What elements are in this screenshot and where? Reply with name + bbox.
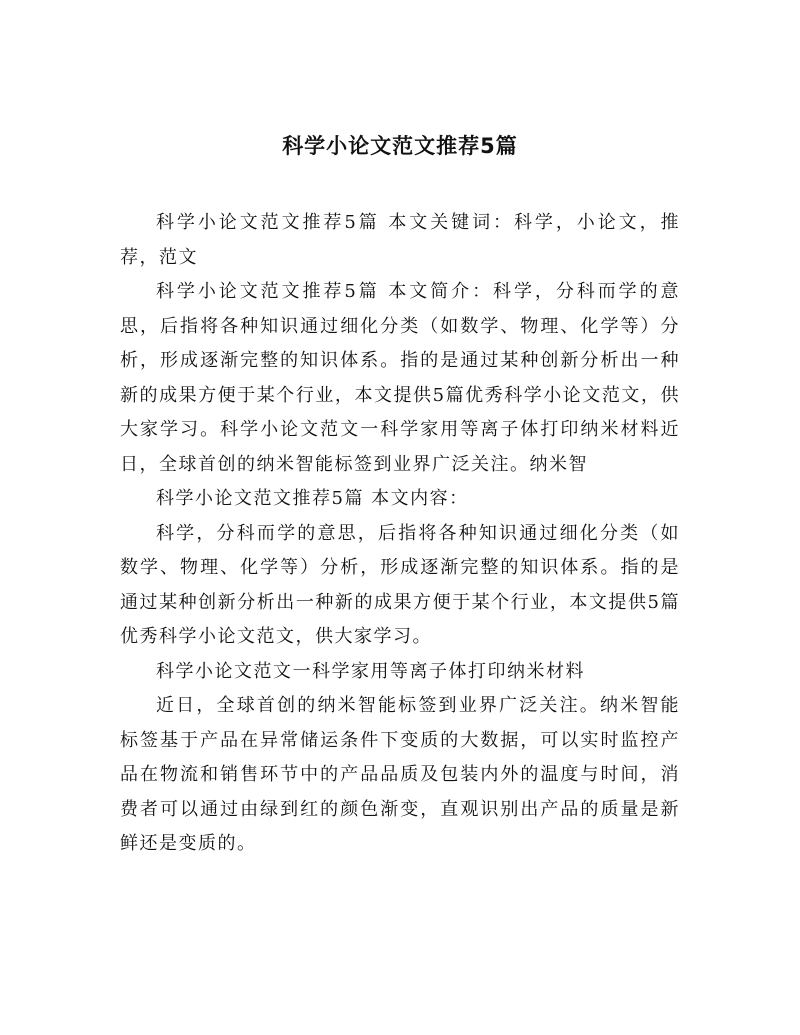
section-heading-paragraph: 科学小论文范文一科学家用等离子体打印纳米材料 bbox=[156, 660, 585, 682]
document-title: 科学小论文范文推荐5篇 bbox=[282, 134, 518, 158]
content-heading-paragraph: 科学小论文范文推荐5篇 本文内容： bbox=[156, 488, 469, 509]
news-paragraph: 近日，全球首创的纳米智能标签到业界广泛关注。纳米智能标签基于产品在异常储运条件下变质的大数据，可以实时监控产品在物流和销售环节中的产品品质及包装内外的温度与时间，消费者可以通过由绿到红的颜色渐变，直观识别出产品的质量是新鲜还是变质的。 bbox=[120, 695, 680, 854]
summary-paragraph: 科学小论文范文推荐5篇 本文简介：科学，分科而学的意思，后指将各种知识通过细化分类（如数学、物理、化学等）分析，形成逐渐完整的知识体系。指的是通过某种创新分析出一种新的成果方便于某个行业，本文提供5篇优秀科学小论文范文，供大家学习。科学小论文范文一科学家用等离子体打印纳米材料近日，全球首创的纳米智能标签到业界广泛关注。纳米智 bbox=[120, 281, 680, 475]
keywords-paragraph: 科学小论文范文推荐5篇 本文关键词：科学，小论文，推荐，范文 bbox=[120, 212, 680, 268]
intro-paragraph: 科学，分科而学的意思，后指将各种知识通过细化分类（如数学、物理、化学等）分析，形成逐渐完整的知识体系。指的是通过某种创新分析出一种新的成果方便于某个行业，本文提供5篇优秀科学小论文范文，供大家学习。 bbox=[120, 522, 680, 647]
document-body bbox=[120, 206, 680, 862]
